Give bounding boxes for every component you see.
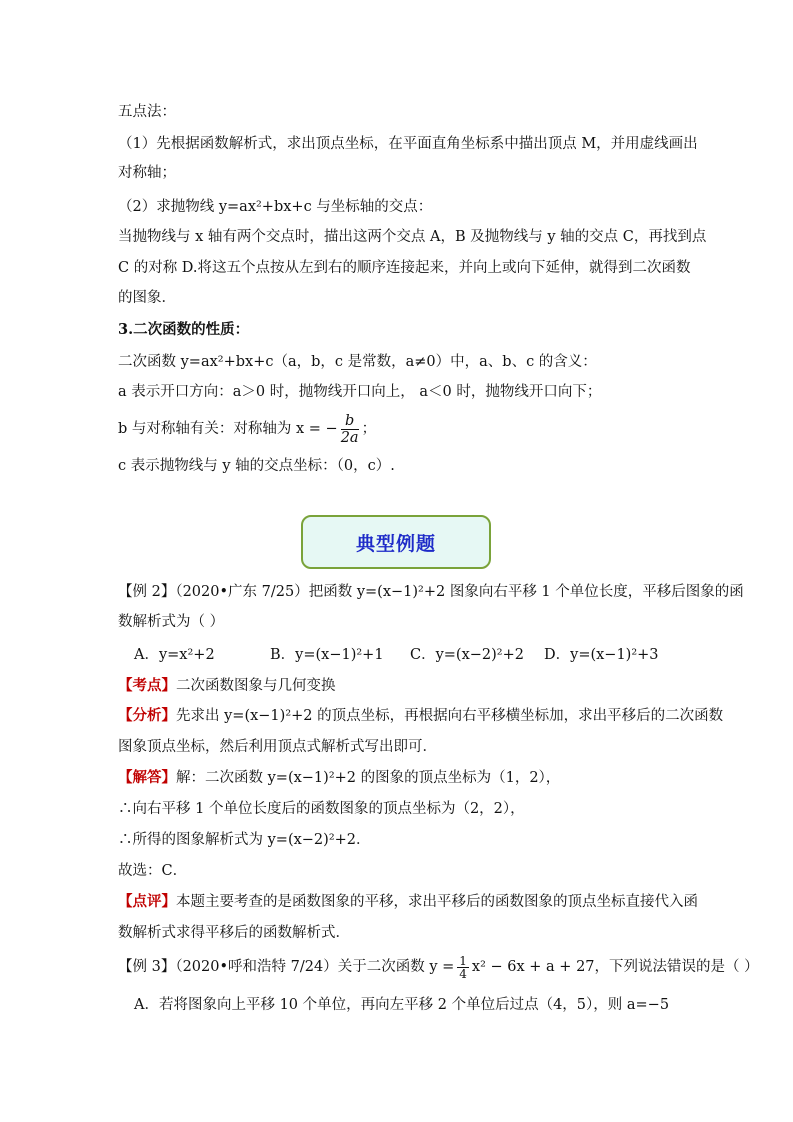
text-line: 二次函数 y=ax²+bx+c（a，b，c 是常数，a≠0）中，a、b、c 的含义： <box>118 354 597 370</box>
dianping-tag: 【点评】 <box>118 893 176 910</box>
fenxi-text: 先求出 y=(x−1)²+2 的顶点坐标，再根据向右平移横坐标加，求出平移后的二次函数 <box>176 708 724 724</box>
example3-option-a: A．若将图象向上平移 10 个单位，再向左平移 2 个单位后过点（4，5），则 a=−5 <box>134 997 670 1013</box>
text-fragment: x² − 6x + a + 27，下列说法错误的是（ ） <box>471 959 759 975</box>
fenxi-line1 <box>118 706 733 726</box>
text-fragment: b 与对称轴有关：对称轴为 x = − <box>118 421 338 437</box>
example2-stem-line1: 【例 2】（2020•广东 7/25）把函数 y=(x−1)²+2 图象向右平移 1 个单位长度，平移后图象的函 <box>118 584 744 600</box>
text-line: 五点法： <box>118 104 176 120</box>
text-line: 当抛物线与 x 轴有两个交点时，描出这两个交点 A，B 及抛物线与 y 轴的交点 C，再找到点 <box>118 229 707 245</box>
answer-line: 故选：C． <box>118 863 188 879</box>
text-line: 的图象． <box>118 290 176 306</box>
fenxi-line2: 图象顶点坐标，然后利用顶点式解析式写出即可． <box>118 739 437 755</box>
fraction-denominator: 4 <box>459 966 467 981</box>
section-title: 典型例题 <box>355 532 436 555</box>
option-c: C．y=(x−2)²+2 <box>410 647 524 663</box>
kaodian-line <box>118 676 733 696</box>
text-fragment: ； <box>361 421 377 437</box>
jieda-text: 解：二次函数 y=(x−1)²+2 的图象的顶点坐标为（1，2）， <box>176 770 561 786</box>
example2-options <box>134 645 733 665</box>
fraction-numerator: b <box>341 413 359 430</box>
fraction-one-quarter <box>457 955 469 980</box>
kaodian-text: 二次函数图象与几何变换 <box>176 678 336 694</box>
text-line: （2）求抛物线 y=ax²+bx+c 与坐标轴的交点： <box>118 199 433 215</box>
text-line: C 的对称 D.将这五个点按从左到右的顺序连接起来，并向上或向下延伸，就得到二次函数 <box>118 260 691 276</box>
dianping-line2: 数解析式求得平移后的函数解析式． <box>118 925 350 941</box>
text-line-axis-of-symmetry <box>118 412 733 446</box>
kaodian-tag: 【考点】 <box>118 677 176 694</box>
section-heading: 3.二次函数的性质： <box>118 321 250 338</box>
dianping-text: 本题主要考查的是函数图象的平移，求出平移后的函数图象的顶点坐标直接代入函 <box>176 894 698 910</box>
fraction-numerator: 1 <box>459 953 467 968</box>
jieda-tag: 【解答】 <box>118 769 176 786</box>
text-line: a 表示开口方向：a＞0 时，抛物线开口向上， a＜0 时，抛物线开口向下； <box>118 384 602 400</box>
example2-stem-line2: 数解析式为（ ） <box>118 614 225 630</box>
fraction-denominator: 2a <box>340 429 359 446</box>
text-line: （1）先根据函数解析式，求出顶点坐标，在平面直角坐标系中描出顶点 M，并用虚线画出 <box>118 136 698 152</box>
example3-stem <box>118 952 759 982</box>
fraction-b-over-2a <box>341 413 359 446</box>
fenxi-tag: 【分析】 <box>118 707 176 724</box>
jieda-line2: ∴向右平移 1 个单位长度后的函数图象的顶点坐标为（2，2）， <box>118 801 525 817</box>
jieda-line3: ∴所得的图象解析式为 y=(x−2)²+2． <box>118 832 371 848</box>
jieda-line1 <box>118 768 733 788</box>
text-line: 对称轴； <box>118 165 176 181</box>
section-title-box <box>301 515 491 569</box>
text-line: c 表示抛物线与 y 轴的交点坐标：（0，c）. <box>118 458 395 474</box>
option-b: B．y=(x−1)²+1 <box>270 647 384 663</box>
option-a: A．y=x²+2 <box>134 647 215 663</box>
text-fragment: 【例 3】（2020•呼和浩特 7/24）关于二次函数 y = <box>118 959 455 975</box>
dianping-line1 <box>118 892 733 912</box>
option-d: D．y=(x−1)²+3 <box>544 647 659 663</box>
